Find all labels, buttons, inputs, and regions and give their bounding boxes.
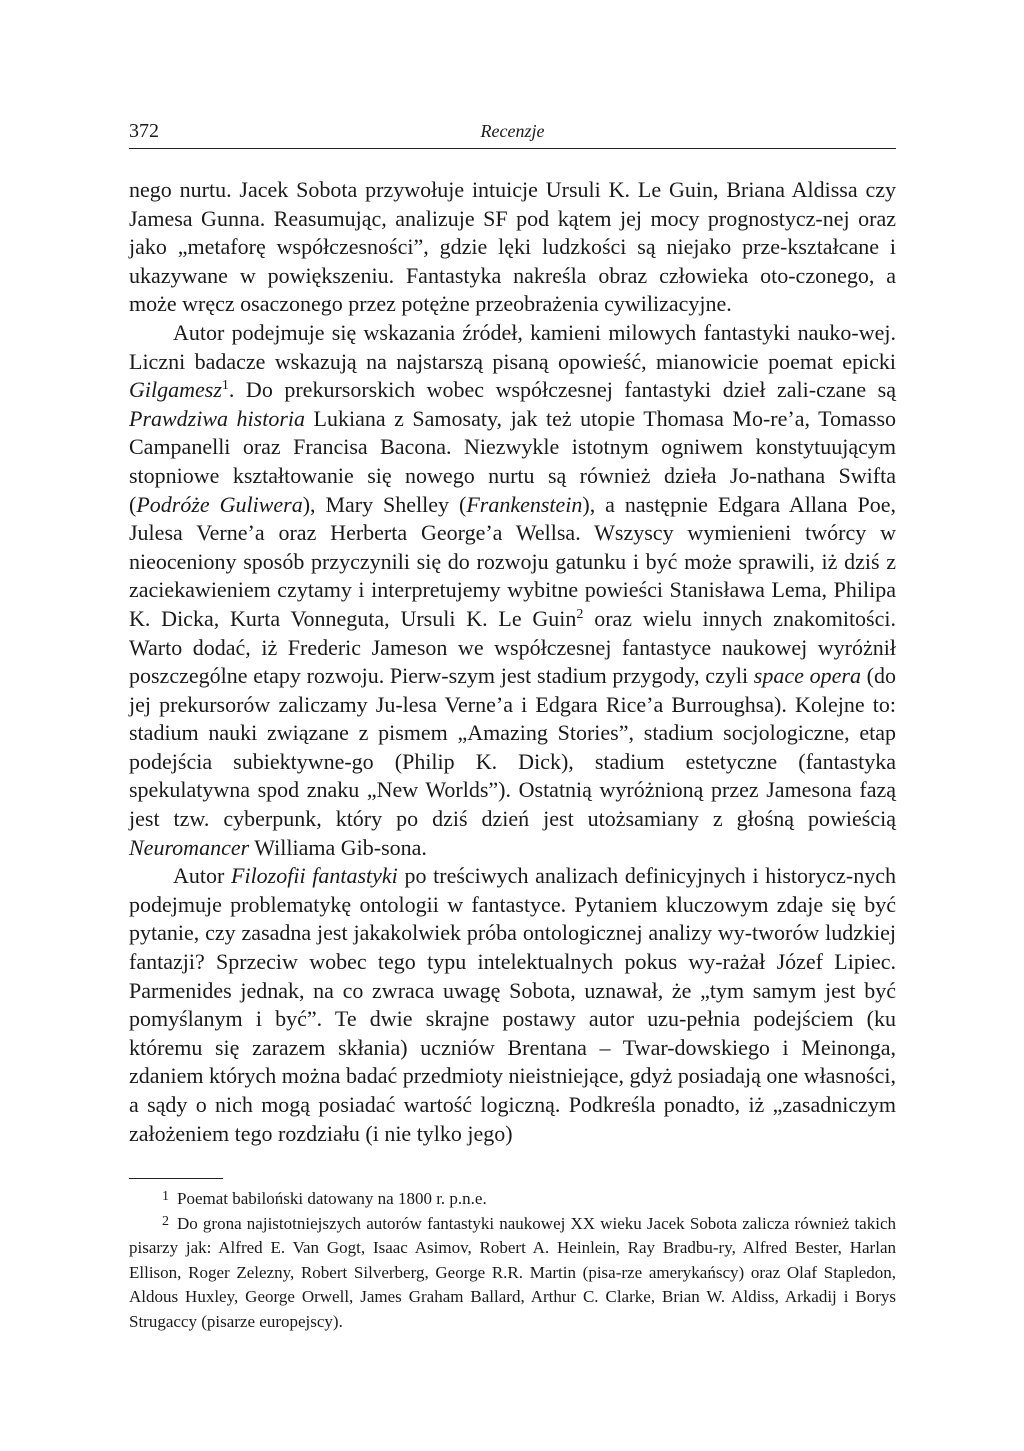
title-filozofii-fantastyki: Filozofii fantastyki xyxy=(231,863,398,889)
footnotes xyxy=(129,1187,896,1334)
title-gilgamesz: Gilgamesz xyxy=(129,377,222,403)
section-title: Recenzje xyxy=(480,121,545,141)
paragraph-3: Autor Filozofii fantastyki po treściwych analizach definicyjnych i historycz-nych podejmuje problematykę ontologii w fantastyce. Pytaniem kluczowym zdaje się być pytanie, czy zasadna jest jakakolwiek próba ontologicznej analizy wy-tworów ludzkiej fantazji? Sprzeciw wobec tego typu intelektualnych pokus wy-rażał Józef Lipiec. Parmenides jednak, na co zwraca uwagę Sobota, uznawał, że „tym samym jest być pomyślanym i być”. Te dwie skrajne postawy autor uzu-pełnia podejściem (ku któremu się zarazem skłania) uczniów Brentana – Twar-dowskiego i Meinonga, zdaniem których można badać przedmioty nieistniejące, gdyż posiadają one własności, a sądy o nich mogą posiadać wartość logiczną. Podkreśla ponadto, iż „zasadniczym założeniem tego rozdziału (i nie tylko jego) xyxy=(129,863,896,1146)
title-frankenstein: Frankenstein xyxy=(466,491,583,517)
title-neuromancer: Neuromancer xyxy=(129,834,250,860)
paragraph-2: Autor podejmuje się wskazania źródeł, kamieni milowych fantastyki nauko-wej. Liczni badacze wskazują na najstarszą pisaną opowieść, mianowicie poemat epicki Gilgamesz$^1$. Do prekursorskich wobec współczesnej fantastyki dzieł zali-czane są Prawdziwa historia Lukiana z Samosaty, jak też utopie Thomasa Mo-re’a, Tomasso Campanelli oraz Francisa Bacona. Niezwykle istotnym ogniwem konstytuującym stopniowe kształtowanie się nowego nurtu są również dzieła Jo-nathana Swifta (Podróże Guliwera), Mary Shelley (Frankenstein), a następnie Edgara Allana Poe, Julesa Verne’a oraz Herberta George’a Wellsa. Wszyscy wymienieni twórcy w nieoceniony sposób przyczynili się do rozwoju gatunku i być może sprawili, iż dziś z zaciekawieniem czytamy i interpretujemy wybitne powieści Stanisława Lema, Philipa K. Dicka, Kurta Vonneguta, Ursuli K. Le Guin$^2$ oraz wielu innych znakomitości. Warto dodać, iż Frederic Jameson we współczesnej fantastyce naukowej wyróżnił poszczególne etapy rozwoju. Pierw-szym jest stadium przygody, czyli space opera (do jej prekursorów zaliczamy Ju-lesa Verne’a i Edgara Rice’a Burroughsa). Kolejne to: stadium nauki związane z pismem „Amazing Stories”, stadium socjologiczne, etap podejścia subiektywne-go (Philip K. Dick), stadium estetyczne (fantastyka spekulatywna spod znaku „New Worlds”). Ostatnią wyróżnioną przez Jamesona fazą jest tzw. cyberpunk, który po dziś dzień jest utożsamiany z głośną powieścią Neuromancer Williama Gib-sona. xyxy=(129,319,897,860)
footnote-ref-1[interactable]: 1 xyxy=(221,378,229,394)
footnote-2 xyxy=(129,1212,896,1335)
document-page xyxy=(129,118,896,1334)
page-number: 372 xyxy=(129,120,159,142)
footnote-ref-2[interactable]: 2 xyxy=(576,606,584,622)
term-space-opera: space opera xyxy=(753,663,861,689)
title-prawdziwa-historia: Prawdziwa historia xyxy=(129,405,306,431)
footnote-1 xyxy=(129,1187,896,1212)
footnote-text: Poemat babiloński datowany na 1800 r. p.n.e. xyxy=(177,1189,487,1209)
footnote-separator xyxy=(129,1178,223,1179)
paragraph-1: nego nurtu. Jacek Sobota przywołuje intuicje Ursuli K. Le Guin, Briana Aldissa czy Jamesa Gunna. Reasumując, analizuje SF pod kątem jej mocy prognostycz-nej oraz jako „metaforę współczesności”, gdzie lęki ludzkości są niejako prze-kształcane i ukazywane w powiększeniu. Fantastyka nakreśla obraz człowieka oto-czonego, a może wręcz osaczonego przez potężne przeobrażenia cywilizacyjne. xyxy=(129,177,896,317)
footnote-number: 1 xyxy=(162,1189,169,1205)
body-text xyxy=(129,176,896,1148)
running-header xyxy=(129,118,896,149)
footnote-number: 2 xyxy=(162,1213,169,1229)
title-podroze-guliwera: Podróże Guliwera xyxy=(136,491,303,517)
footnote-text: Do grona najistotniejszych autorów fantastyki naukowej XX wieku Jacek Sobota zalicza również takich pisarzy jak: Alfred E. Van Gogt, Isaac Asimov, Robert A. Heinlein, Ray Bradbu-ry, Alfred Bester, Harlan Ellison, Roger Zelezny, Robert Silverberg, George R.R. Martin (pisa-rze amerykańscy) oraz Olaf Stapledon, Aldous Huxley, George Orwell, James Graham Ballard, Arthur C. Clarke, Brian W. Aldiss, Arkadij i Borys Strugaccy (pisarze europejscy). xyxy=(129,1213,896,1331)
